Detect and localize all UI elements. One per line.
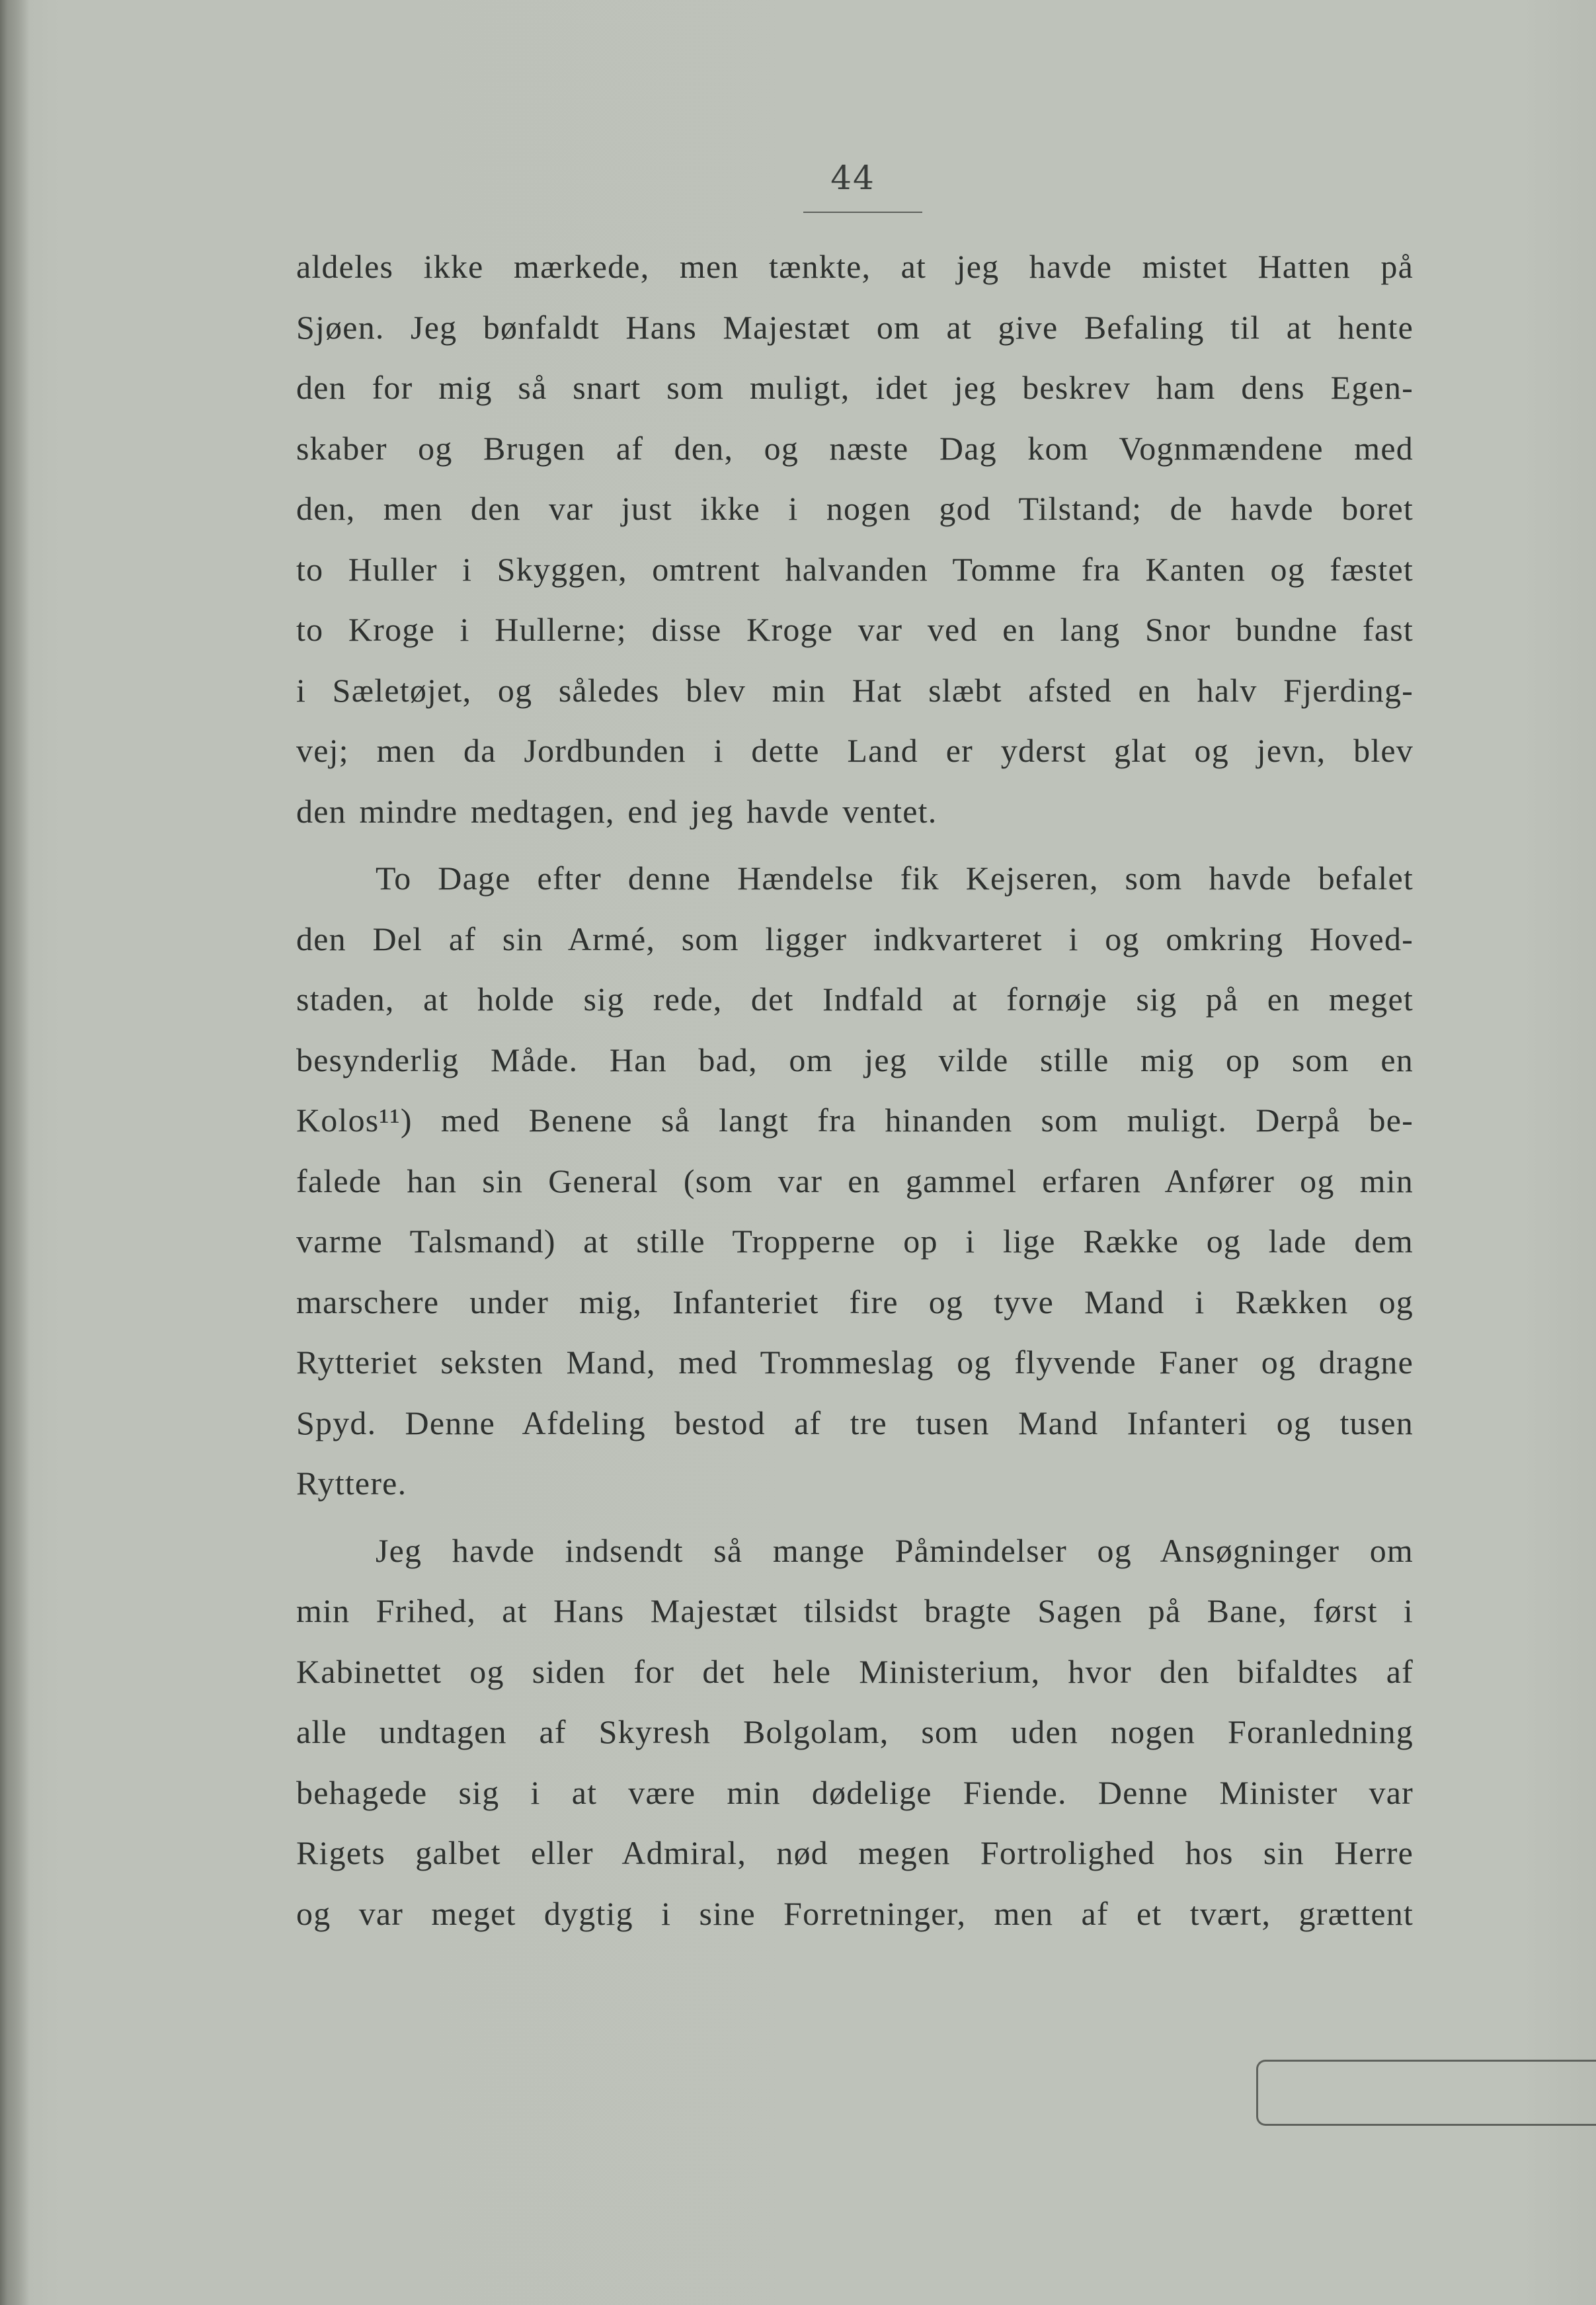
text-line: den Del af sin Armé, som ligger indkvarteret i og omkring Hoved- <box>296 920 1414 957</box>
text-line: Kolos¹¹) med Benene så langt fra hinanden som muligt. Derpå be- <box>296 1102 1414 1139</box>
text-line: Rigets galbet eller Admiral, nød megen Fortrolighed hos sin Herre <box>296 1834 1414 1871</box>
text-line: falede han sin General (som var en gammel erfaren Anfører og min <box>296 1162 1414 1199</box>
text-line: varme Talsmand) at stille Tropperne op i lige Række og lade dem <box>296 1223 1414 1260</box>
text-line: behagede sig i at være min dødelige Fiende. Denne Minister var <box>296 1773 1414 1811</box>
binding-shadow <box>0 0 29 2305</box>
text-line: skaber og Brugen af den, og næste Dag kom Vognmændene med <box>296 429 1414 467</box>
text-line: aldeles ikke mærkede, men tænkte, at jeg havde mistet Hatten på <box>296 248 1414 285</box>
text-line: Kabinettet og siden for det hele Ministerium, hvor den bifaldtes af <box>296 1652 1414 1690</box>
text-line: min Frihed, at Hans Majestæt tilsidst bragte Sagen på Bane, først i <box>296 1592 1414 1629</box>
text-line: staden, at holde sig rede, det Indfald at fornøje sig på en meget <box>296 981 1414 1018</box>
text-line: Spyd. Denne Afdeling bestod af tre tusen Mand Infanteri og tusen <box>296 1404 1414 1441</box>
text-line: To Dage efter denne Hændelse fik Kejseren, som havde befalet <box>376 860 1414 897</box>
paragraph-gap <box>296 842 1414 848</box>
text-line: Rytteriet seksten Mand, med Trommeslag og flyvende Faner og dragne <box>296 1344 1414 1381</box>
body-text <box>296 237 1414 1944</box>
text-line: to Huller i Skyggen, omtrent halvanden Tomme fra Kanten og fæstet <box>296 550 1414 588</box>
text-line: i Sæletøjet, og således blev min Hat slæbt afsted en halv Fjerding- <box>296 671 1414 709</box>
page-number: 44 <box>830 159 875 197</box>
text-line: Sjøen. Jeg bønfaldt Hans Majestæt om at give Befaling til at hente <box>296 308 1414 346</box>
text-line: den mindre medtagen, end jeg havde ventet. <box>296 792 938 830</box>
text-line: Ryttere. <box>296 1465 407 1502</box>
text-line: to Kroge i Hullerne; disse Kroge var ved en lang Snor bundne fast <box>296 611 1414 648</box>
page-number-rule <box>803 212 922 213</box>
text-line: marschere under mig, Infanteriet fire og tyve Mand i Rækken og <box>296 1283 1414 1320</box>
text-line: alle undtagen af Skyresh Bolgolam, som uden nogen Foranledning <box>296 1713 1414 1750</box>
paragraph-gap <box>296 1514 1414 1521</box>
text-line: besynderlig Måde. Han bad, om jeg vilde stille mig op som en <box>296 1041 1414 1078</box>
text-line: og var meget dygtig i sine Forretninger, men af et tvært, grættent <box>296 1894 1414 1932</box>
text-line: Jeg havde indsendt så mange Påmindelser og Ansøgninger om <box>376 1531 1414 1569</box>
page-tab-marker <box>1256 2060 1596 2126</box>
text-line: vej; men da Jordbunden i dette Land er yderst glat og jevn, blev <box>296 732 1414 769</box>
text-line: den, men den var just ikke i nogen god Tilstand; de havde boret <box>296 490 1414 527</box>
text-line: den for mig så snart som muligt, idet jeg beskrev ham dens Egen- <box>296 369 1414 406</box>
